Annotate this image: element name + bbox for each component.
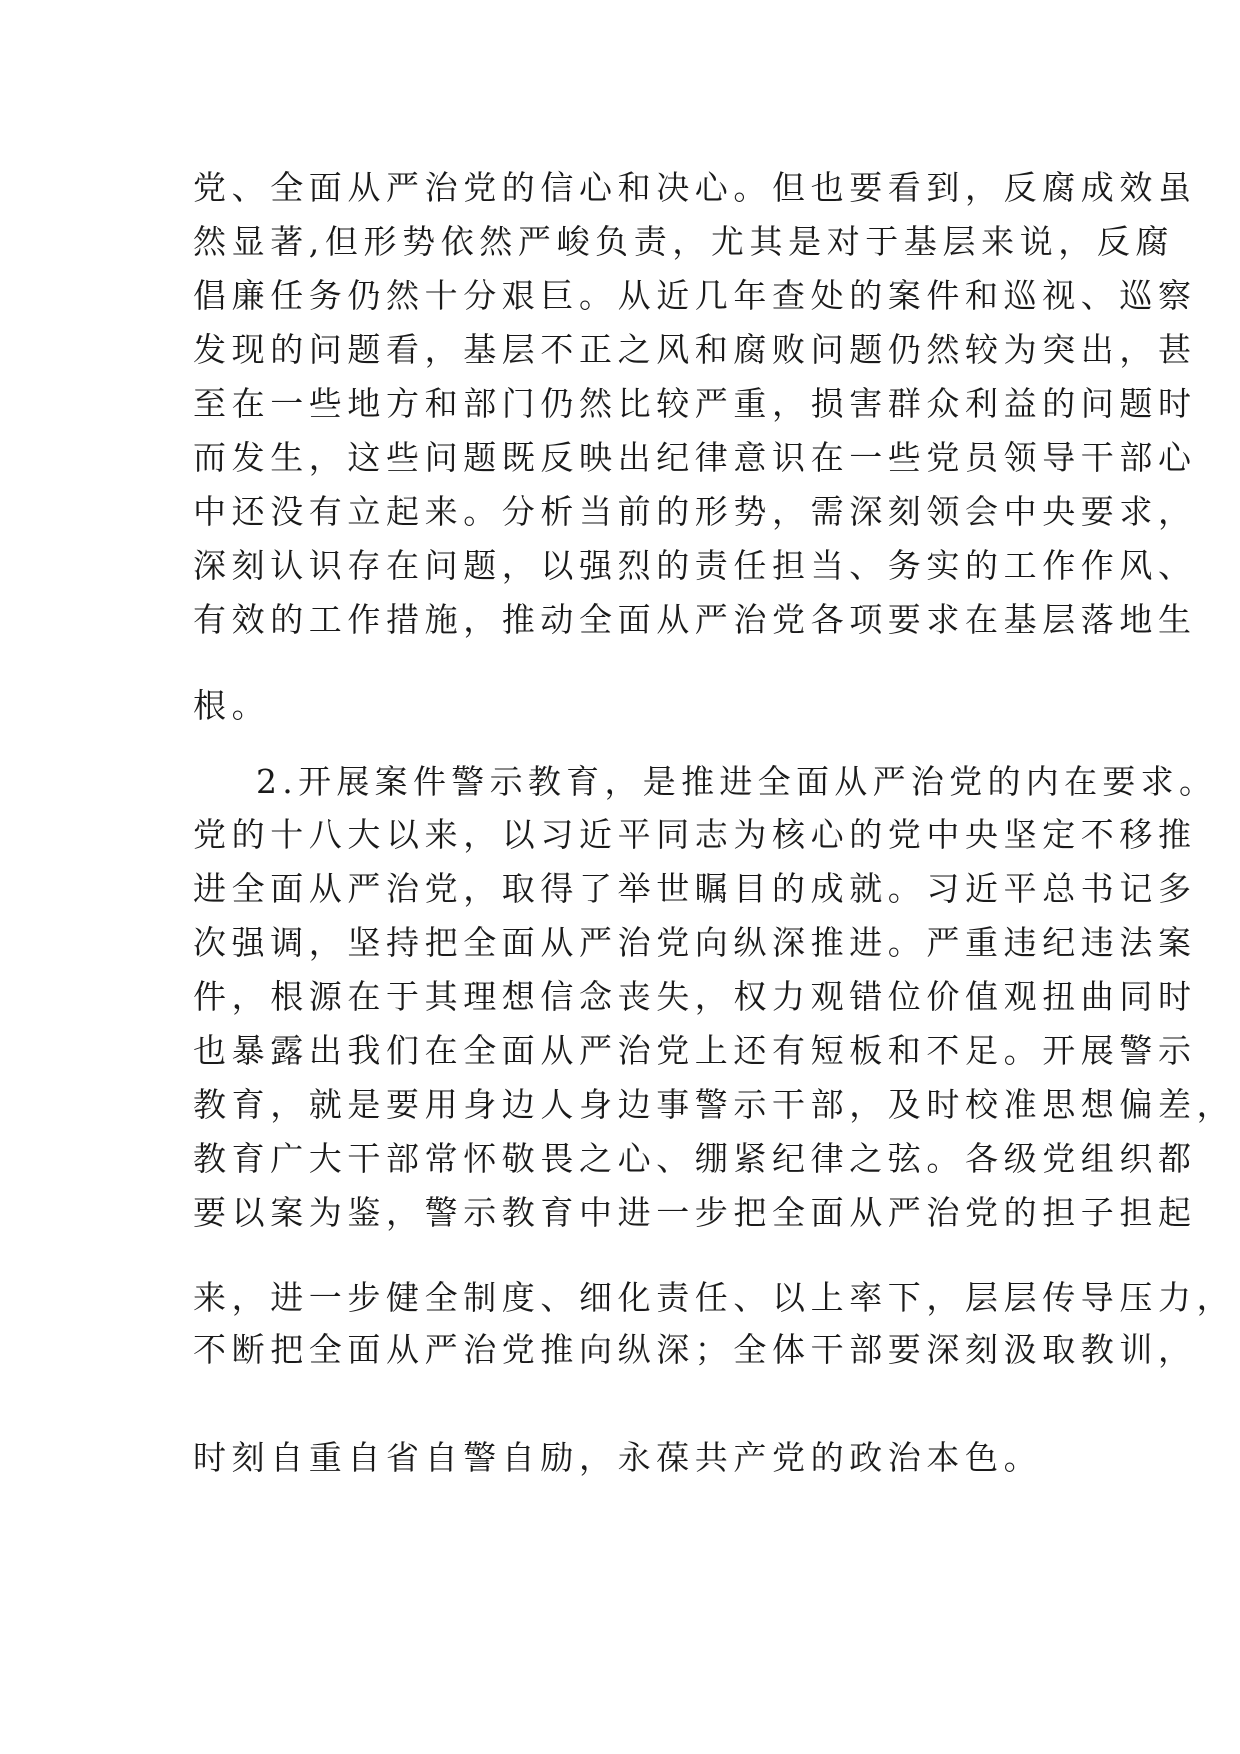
paragraph-2-line-11: 不断把全面从严治党推向纵深；全体干部要深刻汲取教训， bbox=[193, 1330, 1197, 1369]
paragraph-1-line-2: 然显著,但形势依然严峻负责，尤其是对于基层来说，反腐 bbox=[193, 222, 1175, 261]
paragraph-2-line-9: 要以案为鉴，警示教育中进一步把全面从严治党的担子担起 bbox=[193, 1193, 1197, 1232]
paragraph-1-line-6: 而发生，这些问题既反映出纪律意识在一些党员领导干部心 bbox=[193, 438, 1197, 477]
paragraph-2-line-6: 也暴露出我们在全面从严治党上还有短板和不足。开展警示 bbox=[193, 1031, 1197, 1070]
paragraph-1-line-1: 党、全面从严治党的信心和决心。但也要看到，反腐成效虽 bbox=[193, 168, 1197, 207]
paragraph-2-line-8: 教育广大干部常怀敬畏之心、绷紧纪律之弦。各级党组织都 bbox=[193, 1139, 1197, 1178]
paragraph-1-line-9: 有效的工作措施，推动全面从严治党各项要求在基层落地生 bbox=[193, 600, 1197, 639]
paragraph-2-line-10: 来，进一步健全制度、细化责任、以上率下，层层传导压力， bbox=[193, 1278, 1236, 1317]
paragraph-2-line-4: 次强调，坚持把全面从严治党向纵深推进。严重违纪违法案 bbox=[193, 923, 1197, 962]
paragraph-2-line-2: 党的十八大以来，以习近平同志为核心的党中央坚定不移推 bbox=[193, 815, 1197, 854]
paragraph-2-line-7: 教育，就是要用身边人身边事警示干部，及时校准思想偏差， bbox=[193, 1085, 1236, 1124]
paragraph-1-line-5: 至在一些地方和部门仍然比较严重，损害群众利益的问题时 bbox=[193, 384, 1197, 423]
paragraph-2-line-5: 件，根源在于其理想信念丧失，权力观错位价值观扭曲同时 bbox=[193, 977, 1197, 1016]
paragraph-2-line-1: 2.开展案件警示教育，是推进全面从严治党的内在要求。 bbox=[256, 762, 1218, 801]
paragraph-1-line-7: 中还没有立起来。分析当前的形势，需深刻领会中央要求， bbox=[193, 492, 1197, 531]
paragraph-1-line-4: 发现的问题看，基层不正之风和腐败问题仍然较为突出，甚 bbox=[193, 330, 1197, 369]
paragraph-1-line-10: 根。 bbox=[193, 686, 271, 725]
paragraph-2-line-3: 进全面从严治党，取得了举世瞩目的成就。习近平总书记多 bbox=[193, 869, 1197, 908]
paragraph-2-line-12: 时刻自重自省自警自励，永葆共产党的政治本色。 bbox=[193, 1438, 1043, 1477]
paragraph-1-line-8: 深刻认识存在问题，以强烈的责任担当、务实的工作作风、 bbox=[193, 546, 1197, 585]
paragraph-1-line-3: 倡廉任务仍然十分艰巨。从近几年查处的案件和巡视、巡察 bbox=[193, 276, 1197, 315]
